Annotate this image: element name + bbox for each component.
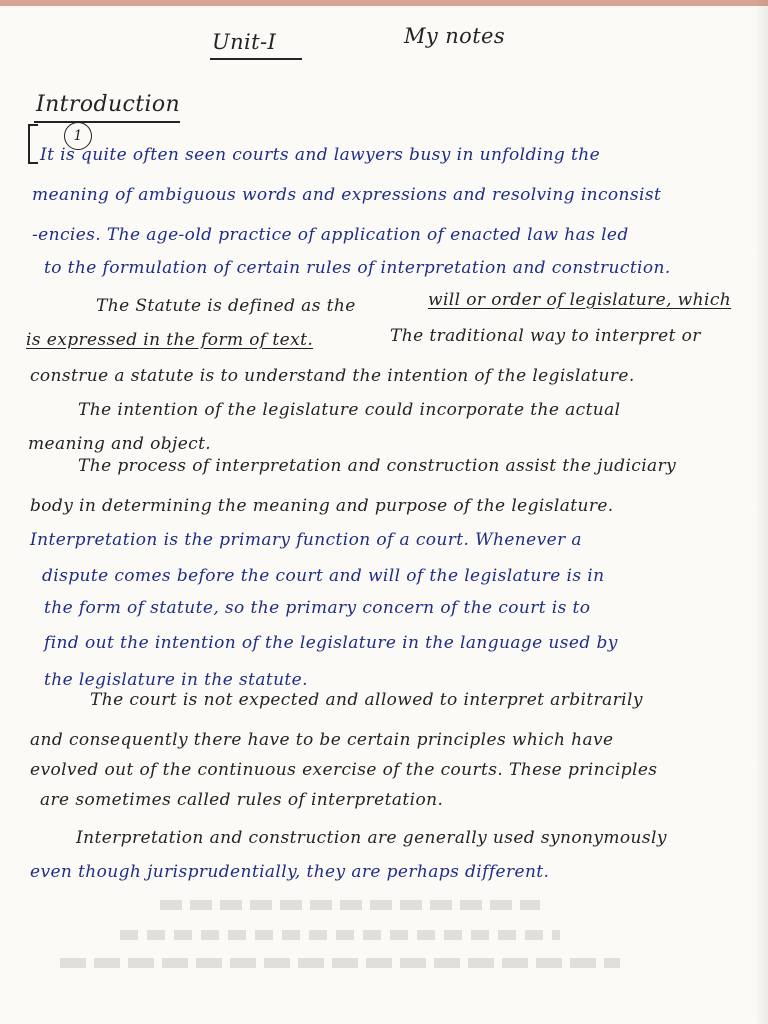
- bleed-through-3: [60, 958, 620, 968]
- page-top-edge: [0, 0, 768, 6]
- text-line-5a: The Statute is defined as the: [96, 296, 356, 316]
- text-line-6a: is expressed in the form of text.: [26, 330, 314, 350]
- text-line-7: construe a statute is to understand the intention of the legislature.: [30, 366, 635, 386]
- text-line-8: The intention of the legislature could incorporate the actual: [78, 400, 621, 420]
- notes-title: My notes: [404, 24, 506, 48]
- text-line-10: The process of interpretation and construction assist the judiciary: [78, 456, 677, 476]
- text-line-18: and consequently there have to be certain principles which have: [30, 730, 614, 750]
- text-line-9: meaning and object.: [28, 434, 212, 454]
- heading-underline: [34, 121, 180, 123]
- bleed-through-1: [160, 900, 540, 910]
- unit-title: Unit-I: [212, 30, 277, 54]
- text-line-2: meaning of ambiguous words and expressions and resolving inconsist: [32, 185, 662, 205]
- text-line-3: -encies. The age-old practice of application of enacted law has led: [32, 225, 629, 245]
- text-line-22: even though jurisprudentially, they are perhaps different.: [30, 862, 550, 882]
- text-line-16: the legislature in the statute.: [44, 670, 308, 690]
- text-line-6b: The traditional way to interpret or: [390, 326, 701, 346]
- text-line-21: Interpretation and construction are generally used synonymously: [76, 828, 667, 848]
- text-line-15: find out the intention of the legislature in the language used by: [44, 633, 618, 653]
- text-line-4: to the formulation of certain rules of interpretation and construction.: [44, 258, 671, 278]
- page-shadow: [754, 0, 768, 1024]
- text-line-12: Interpretation is the primary function of a court. Whenever a: [30, 530, 582, 550]
- margin-bracket: [28, 124, 38, 164]
- text-line-11: body in determining the meaning and purpose of the legislature.: [30, 496, 614, 516]
- bleed-through-2: [120, 930, 560, 940]
- margin-number: 1: [64, 122, 92, 150]
- text-line-1: It is quite often seen courts and lawyers busy in unfolding the: [40, 145, 601, 165]
- text-line-13: dispute comes before the court and will of the legislature is in: [42, 566, 605, 586]
- unit-underline: [210, 58, 302, 60]
- text-line-17: The court is not expected and allowed to interpret arbitrarily: [90, 690, 643, 710]
- text-line-19: evolved out of the continuous exercise of the courts. These principles: [30, 760, 658, 780]
- text-line-20: are sometimes called rules of interpretation.: [40, 790, 444, 810]
- text-line-14: the form of statute, so the primary concern of the court is to: [44, 598, 591, 618]
- section-heading: Introduction: [36, 92, 181, 117]
- text-line-5b: will or order of legislature, which: [428, 290, 732, 310]
